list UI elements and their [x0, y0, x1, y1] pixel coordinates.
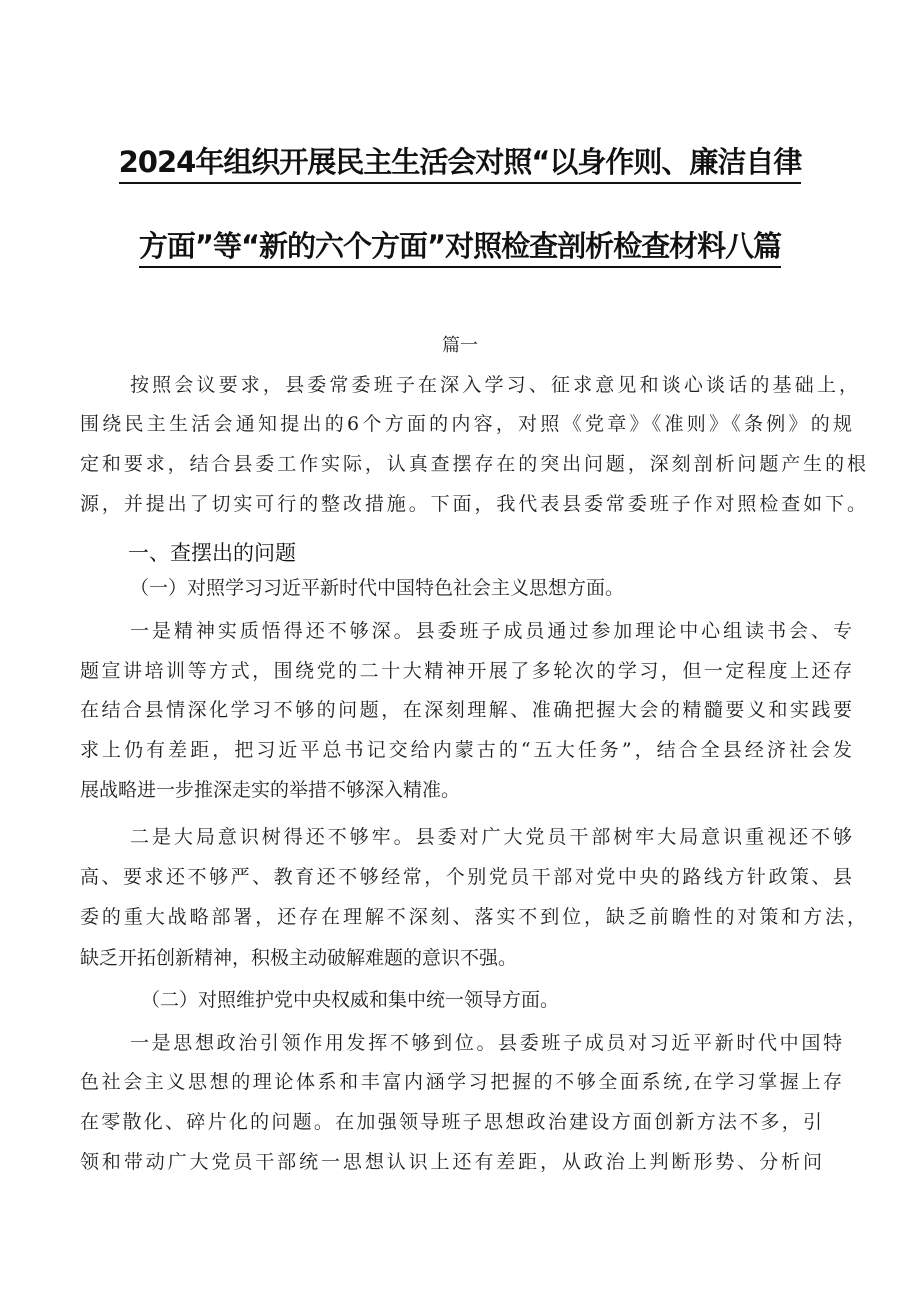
document-title-line-1: 2024年组织开展民主生活会对照“以身作则、廉洁自律 [0, 140, 920, 181]
section-heading: 一、查摆出的问题 [128, 541, 296, 565]
paragraph-line: 一是思想政治引领作用发挥不够到位。县委班子成员对习近平新时代中国特 [130, 1032, 842, 1054]
paragraph-line: 领和带动广大党员干部统一思想认识上还有差距，从政治上判断形势、分析问 [80, 1151, 822, 1173]
paragraph-line: 色社会主义思想的理论体系和丰富内涵学习把握的不够全面系统,在学习掌握上存 [80, 1071, 842, 1093]
intro-line: 按照会议要求，县委常委班子在深入学习、征求意见和谈心谈话的基础上， [130, 374, 858, 396]
paragraph-line: 求上仍有差距，把习近平总书记交给内蒙古的“五大任务”，结合全县经济社会发 [80, 739, 852, 761]
paragraph-line: 在零散化、碎片化的问题。在加强领导班子思想政治建设方面创新方法不多，引 [80, 1111, 822, 1133]
paragraph-line: 二是大局意识树得还不够牢。县委对广大党员干部树牢大局意识重视还不够 [130, 826, 852, 848]
subsection-title: （二）对照维护党中央权威和集中统一领导方面。 [141, 989, 560, 1011]
paragraph-line: 高、要求还不够严、教育还不够经常，个别党员干部对党中央的路线方针政策、县 [80, 866, 852, 888]
intro-line: 定和要求，结合县委工作实际，认真查摆存在的突出问题，深刻剖析问题产生的根 [80, 453, 866, 475]
paragraph-line: 展战略进一步推深走实的举措不够深入精准。 [80, 779, 461, 801]
section-label: 篇一 [442, 335, 478, 356]
subsection-title: （一）对照学习习近平新时代中国特色社会主义思想方面。 [130, 577, 625, 599]
paragraph-line: 一是精神实质悟得还不够深。县委班子成员通过参加理论中心组读书会、专 [130, 620, 852, 642]
intro-line: 围绕民主生活会通知提出的6个方面的内容，对照《党章》《准则》《条例》的规 [80, 413, 852, 435]
intro-line: 源，并提出了切实可行的整改措施。下面，我代表县委常委班子作对照检查如下。 [80, 493, 866, 515]
paragraph-line: 题宣讲培训等方式，围绕党的二十大精神开展了多轮次的学习，但一定程度上还存 [80, 660, 852, 682]
paragraph-line: 委的重大战略部署，还存在理解不深刻、落实不到位，缺乏前瞻性的对策和方法， [80, 906, 866, 928]
paragraph-line: 在结合县情深化学习不够的问题，在深刻理解、准确把握大会的精髓要义和实践要 [80, 699, 852, 721]
document-title-line-2: 方面”等“新的六个方面”对照检查剖析检查材料八篇 [0, 224, 920, 265]
paragraph-line: 缺乏开拓创新精神，积极主动破解难题的意识不强。 [80, 947, 518, 969]
